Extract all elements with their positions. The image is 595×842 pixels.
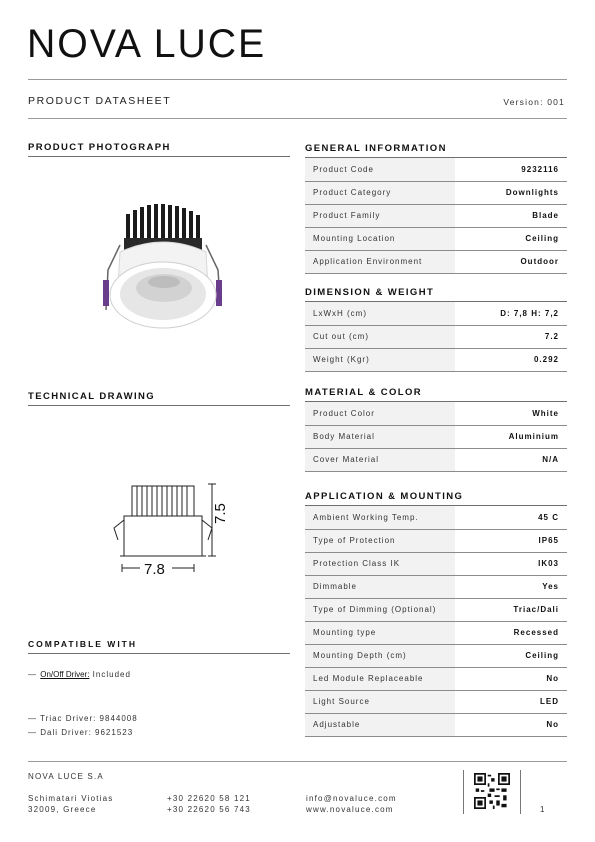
dimension-row: [305, 302, 567, 325]
application-key: Adjustable: [305, 713, 455, 736]
material-key: Body Material: [305, 425, 455, 448]
application-key: Protection Class IK: [305, 552, 455, 575]
application-key: Light Source: [305, 690, 455, 713]
general-value: Ceiling: [455, 227, 567, 250]
dimension-key: Weight (Kgr): [305, 348, 455, 371]
application-row: [305, 621, 567, 644]
dimension-value: 7.2: [455, 325, 567, 348]
footer-vline-right: [520, 770, 521, 814]
dimension-row: [305, 325, 567, 348]
application-row: [305, 644, 567, 667]
footer-address-line2: 32009, Greece: [28, 805, 97, 814]
general-value: Outdoor: [455, 250, 567, 273]
application-value: Yes: [455, 575, 567, 598]
compat-onoff-value: Included: [92, 670, 131, 679]
footer-vline-left: [463, 770, 464, 814]
dimension-table: [305, 302, 567, 372]
application-row: [305, 506, 567, 529]
product-photo: [98, 200, 228, 335]
application-value: LED: [455, 690, 567, 713]
application-value: IP65: [455, 529, 567, 552]
general-value: Blade: [455, 204, 567, 227]
application-key: Dimmable: [305, 575, 455, 598]
application-value: No: [455, 713, 567, 736]
brand-logo: NOVA LUCE: [27, 22, 267, 66]
application-value: 45 C: [455, 506, 567, 529]
general-row: [305, 250, 567, 273]
material-value: White: [455, 402, 567, 425]
general-row: [305, 204, 567, 227]
material-row: [305, 402, 567, 425]
section-line-photo: [28, 156, 290, 157]
compat-triac: — Triac Driver: 9844008: [28, 714, 138, 723]
general-row: [305, 181, 567, 204]
general-value: Downlights: [455, 181, 567, 204]
application-key: Mounting type: [305, 621, 455, 644]
qr-code-icon: [474, 773, 510, 809]
dimension-value: 0.292: [455, 348, 567, 371]
compat-triac-text: Triac Driver: 9844008: [40, 714, 138, 723]
general-key: Product Category: [305, 181, 455, 204]
section-title-material: MATERIAL & COLOR: [305, 387, 423, 398]
application-row: [305, 598, 567, 621]
page-number: 1: [540, 805, 546, 814]
general-key: Product Family: [305, 204, 455, 227]
section-title-general: GENERAL INFORMATION: [305, 143, 447, 154]
section-line-compatible: [28, 653, 290, 654]
section-line-drawing: [28, 405, 290, 406]
section-title-dimension: DIMENSION & WEIGHT: [305, 287, 435, 298]
dimension-value: D: 7,8 H: 7,2: [455, 302, 567, 325]
application-row: [305, 690, 567, 713]
material-row: [305, 448, 567, 471]
application-table: [305, 506, 567, 737]
material-row: [305, 425, 567, 448]
dimension-key: LxWxH (cm): [305, 302, 455, 325]
footer-address-line1: Schimatari Viotias: [28, 794, 114, 803]
application-row: [305, 667, 567, 690]
application-key: Led Module Replaceable: [305, 667, 455, 690]
version-label: Version: 001: [503, 97, 565, 107]
compat-onoff-label: On/Off Driver:: [40, 670, 90, 679]
header-divider-bottom: [28, 118, 567, 119]
general-key: Mounting Location: [305, 227, 455, 250]
general-row: [305, 227, 567, 250]
drawing-width-label: 7.8: [144, 561, 165, 578]
technical-drawing: [110, 478, 250, 578]
compat-dali: — Dali Driver: 9621523: [28, 728, 134, 737]
application-key: Ambient Working Temp.: [305, 506, 455, 529]
general-table: [305, 158, 567, 274]
application-key: Mounting Depth (cm): [305, 644, 455, 667]
general-row: [305, 158, 567, 181]
dimension-row: [305, 348, 567, 371]
footer-phone1: +30 22620 58 121: [167, 794, 251, 803]
drawing-height-label: 7.5: [212, 503, 229, 524]
compat-onoff: — On/Off Driver: Included: [28, 670, 131, 679]
material-value: Aluminium: [455, 425, 567, 448]
material-value: N/A: [455, 448, 567, 471]
application-row: [305, 552, 567, 575]
application-value: Recessed: [455, 621, 567, 644]
general-key: Product Code: [305, 158, 455, 181]
general-key: Application Environment: [305, 250, 455, 273]
footer-company: NOVA LUCE S.A: [28, 772, 104, 781]
application-row: [305, 529, 567, 552]
application-value: No: [455, 667, 567, 690]
section-title-drawing: TECHNICAL DRAWING: [28, 391, 156, 402]
material-table: [305, 402, 567, 472]
section-title-compatible: COMPATIBLE WITH: [28, 639, 138, 649]
section-title-application: APPLICATION & MOUNTING: [305, 491, 464, 502]
general-value: 9232116: [455, 158, 567, 181]
application-key: Type of Dimming (Optional): [305, 598, 455, 621]
compat-dali-text: Dali Driver: 9621523: [40, 728, 134, 737]
header-divider-top: [28, 79, 567, 80]
footer-website[interactable]: www.novaluce.com: [306, 805, 394, 814]
application-value: Ceiling: [455, 644, 567, 667]
footer-email[interactable]: info@novaluce.com: [306, 794, 397, 803]
dimension-key: Cut out (cm): [305, 325, 455, 348]
application-value: IK03: [455, 552, 567, 575]
section-title-photo: PRODUCT PHOTOGRAPH: [28, 142, 171, 153]
application-row: [305, 575, 567, 598]
application-value: Triac/Dali: [455, 598, 567, 621]
application-key: Type of Protection: [305, 529, 455, 552]
footer-phone2: +30 22620 56 743: [167, 805, 251, 814]
application-row: [305, 713, 567, 736]
material-key: Product Color: [305, 402, 455, 425]
material-key: Cover Material: [305, 448, 455, 471]
document-title: PRODUCT DATASHEET: [28, 95, 172, 107]
footer-divider: [28, 761, 567, 762]
